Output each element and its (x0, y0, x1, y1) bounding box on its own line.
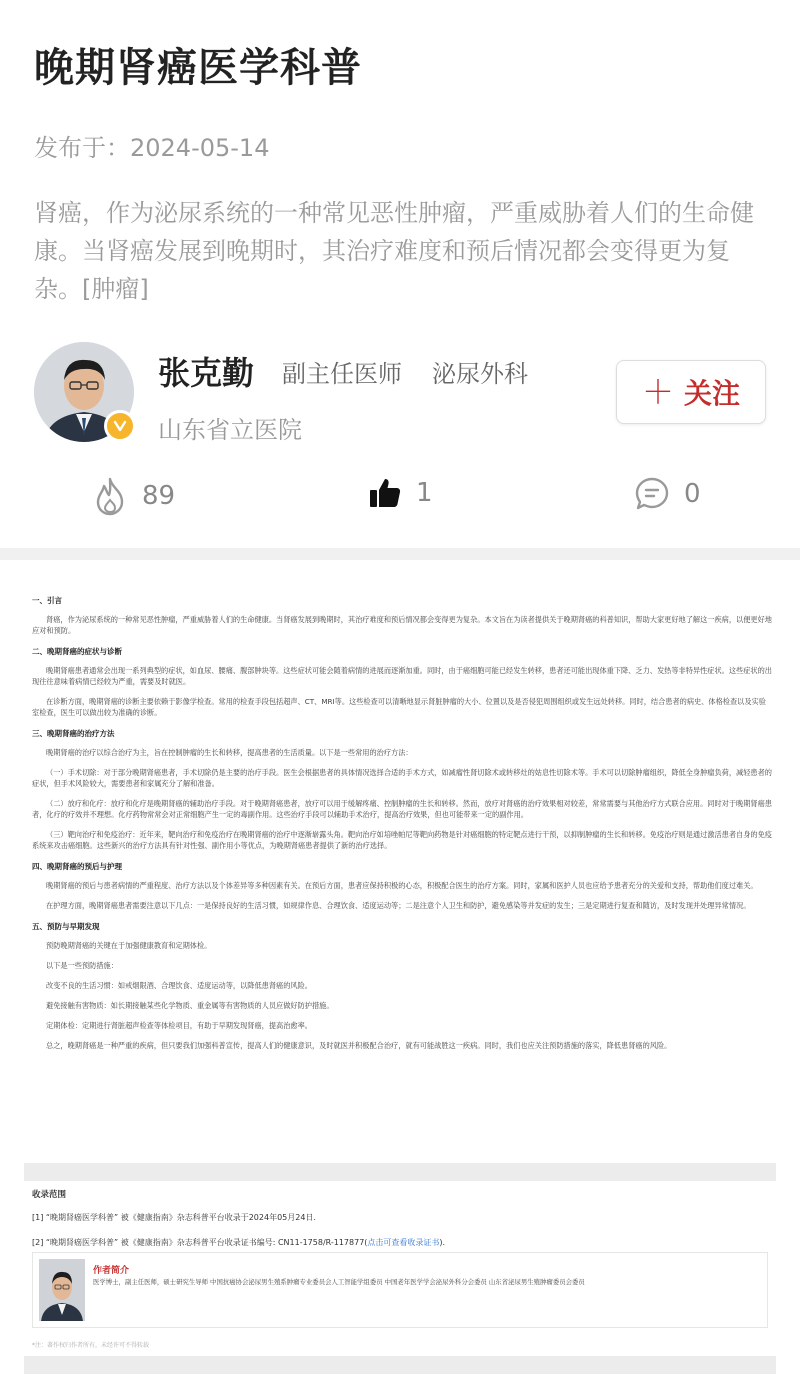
section-divider (0, 548, 800, 560)
body-paragraph: 总之，晚期肾癌是一种严重的疾病，但只要我们加强科普宣传，提高人们的健康意识，及时就医并积极配合治疗，就有可能战胜这一疾病。同时，我们也应关注预防措施的落实，降低患肾癌的风险。 (46, 1041, 672, 1050)
section-heading: 五、预防与早期发现 (32, 922, 100, 931)
copyright-note: *注：著作权归作者所有，未经许可不得转载 (32, 1342, 150, 1349)
thumbs-up-icon (368, 476, 402, 510)
flame-icon (92, 476, 128, 516)
body-paragraph: 肾癌，作为泌尿系统的一种常见恶性肿瘤，严重威胁着人们的生命健康。当肾癌发展到晚期时，其治疗难度和预后情况都会变得更为复杂。本文旨在为读者提供关于晚期肾癌的科普知识，帮助大家更好地了解这一疾病，以便更好地应对和预防。 (32, 615, 772, 635)
verified-badge-icon (104, 410, 136, 442)
body-paragraph: 在护理方面，晚期肾癌患者需要注意以下几点：一是保持良好的生活习惯，如规律作息、合理饮食、适度运动等；二是注意个人卫生和防护，避免感染等并发症的发生；三是定期进行复查和随访，及时发现并处理异常情况。 (46, 901, 751, 910)
inclusion-heading: 收录范围 (32, 1190, 67, 1200)
inclusion-line-1: [1] “晚期肾癌医学科普” 被《健康指南》杂志科普平台收录于2024年05月24日. (32, 1213, 316, 1222)
author-photo (39, 1259, 85, 1321)
page-title: 晚期肾癌医学科普 (34, 45, 362, 91)
plus-icon: ＋ (641, 373, 674, 411)
doctor-name[interactable]: 张克勤 (158, 354, 255, 392)
body-paragraph: 晚期肾癌的治疗以综合治疗为主，旨在控制肿瘤的生长和转移，提高患者的生活质量。以下是一些常用的治疗方法： (46, 748, 413, 757)
section-heading: 三、晚期肾癌的治疗方法 (32, 729, 115, 738)
body-paragraph: 晚期肾癌的预后与患者病情的严重程度、治疗方法以及个体差异等多种因素有关。在预后方面，患者应保持积极的心态，积极配合医生的治疗方案。同时，家属和医护人员也应给予患者充分的关爱和支持，帮助他们度过难关。 (46, 881, 758, 890)
doctor-title: 副主任医师 (282, 360, 402, 388)
inclusion-line-2 (32, 1237, 772, 1248)
body-paragraph: 改变不良的生活习惯：如戒烟限酒、合理饮食、适度运动等，以降低患肾癌的风险。 (46, 981, 312, 990)
author-photo-image (39, 1259, 85, 1321)
section-heading: 一、引言 (32, 596, 62, 605)
body-paragraph: （二）放疗和化疗：放疗和化疗是晚期肾癌的辅助治疗手段。对于晚期肾癌患者，放疗可以用于缓解疼痛、控制肿瘤的生长和转移。然而，放疗对肾癌的治疗效果相对较差，常常需要与其他治疗方式联合应用。同时对于晚期肾癌患者，化疗的疗效并不理想。化疗药物常常会对正常细胞产生一定的毒副作用。这些治疗手段可以辅助手术治疗，提高治疗效果，但也可能带来一定的副作用。 (32, 799, 772, 819)
hot-count-stat (92, 476, 175, 516)
publish-date: 发布于：2024-05-14 (34, 134, 270, 162)
body-paragraph: 定期体检：定期进行肾脏超声检查等体检项目，有助于早期发现肾癌，提高治愈率。 (46, 1021, 312, 1030)
comment-stat[interactable] (634, 476, 701, 512)
body-paragraph: 在诊断方面，晚期肾癌的诊断主要依赖于影像学检查。常用的检查手段包括超声、CT、MRI等。这些检查可以清晰地显示肾脏肿瘤的大小、位置以及是否侵犯周围组织或发生远处转移。同时，结合患者的病史、体格检查以及实验室检查，医生可以做出较为准确的诊断。 (32, 697, 766, 717)
body-paragraph: 预防晚期肾癌的关键在于加强健康教育和定期体检。 (46, 941, 212, 950)
author-heading: 作者简介 (93, 1266, 130, 1276)
body-paragraph: （一）手术切除：对于部分晚期肾癌患者，手术切除仍是主要的治疗手段。医生会根据患者的具体情况选择合适的手术方式，如减瘤性肾切除术或转移灶的姑息性切除术等。手术可以切除肿瘤组织，降低全身肿瘤负荷，减轻患者的症状，但手术风险较大，需要患者和家属充分了解和准备。 (32, 768, 772, 788)
like-count: 1 (416, 478, 433, 508)
body-paragraph: 以下是一些预防措施： (46, 961, 118, 970)
inclusion-bottom-band (24, 1356, 776, 1374)
follow-button[interactable] (616, 360, 766, 424)
comment-count: 0 (684, 479, 701, 509)
section-heading: 二、晚期肾癌的症状与诊断 (32, 647, 122, 656)
doctor-hospital[interactable]: 山东省立医院 (158, 416, 302, 444)
section-heading: 四、晚期肾癌的预后与护理 (32, 862, 122, 871)
checkmark-icon (111, 417, 129, 435)
body-paragraph: 晚期肾癌患者通常会出现一系列典型的症状，如血尿、腰痛、腹部肿块等。这些症状可能会随着病情的进展而逐渐加重。同时，由于癌细胞可能已经发生转移，患者还可能出现体重下降、乏力、发热等非特异性症状。这些症状的出现往往意味着病情已经较为严重，需要及时就医。 (32, 666, 772, 686)
article-summary: 肾癌，作为泌尿系统的一种常见恶性肿瘤，严重威胁着人们的生命健康。当肾癌发展到晚期时，其治疗难度和预后情况都会变得更为复杂。[肿瘤] (34, 199, 754, 303)
inclusion-line-2-prefix: [2] “晚期肾癌医学科普” 被《健康指南》杂志科普平台收录证书编号: CN11-1758/R-117877( (32, 1238, 368, 1247)
comment-icon (634, 476, 670, 512)
inclusion-line-2-suffix: ). (439, 1238, 446, 1247)
body-paragraph: （三）靶向治疗和免疫治疗：近年来，靶向治疗和免疫治疗在晚期肾癌的治疗中逐渐崭露头角。靶向治疗如培唑帕尼等靶向药物是针对癌细胞的特定靶点进行干预，以抑制肿瘤的生长和转移。免疫治疗则是通过激活患者自身的免疫系统来攻击癌细胞。这些新兴的治疗方法具有针对性强、副作用小等优点，为晚期肾癌患者提供了新的治疗选择。 (32, 830, 772, 850)
inclusion-top-band (24, 1163, 776, 1181)
like-stat[interactable] (368, 476, 433, 510)
certificate-link[interactable]: 点击可查看收录证书 (367, 1238, 440, 1247)
article-header (0, 0, 800, 548)
hot-count: 89 (142, 481, 176, 511)
author-description: 医学博士，副主任医师，硕士研究生导师 中国抗癌协会泌尿男生殖系肿瘤专业委员会人工智能学组委员 中国老年医学学会泌尿外科分会委员 山东省泌尿男生殖肿瘤委员会委员 (93, 1278, 585, 1286)
doctor-department: 泌尿外科 (432, 360, 528, 388)
follow-label: 关注 (684, 377, 741, 410)
article-body (32, 595, 772, 1060)
body-paragraph: 避免接触有害物质：如长期接触某些化学物质、重金属等有害物质的人员应做好防护措施。 (46, 1001, 334, 1010)
author-card (32, 1252, 768, 1328)
inclusion-section (32, 1188, 772, 1262)
